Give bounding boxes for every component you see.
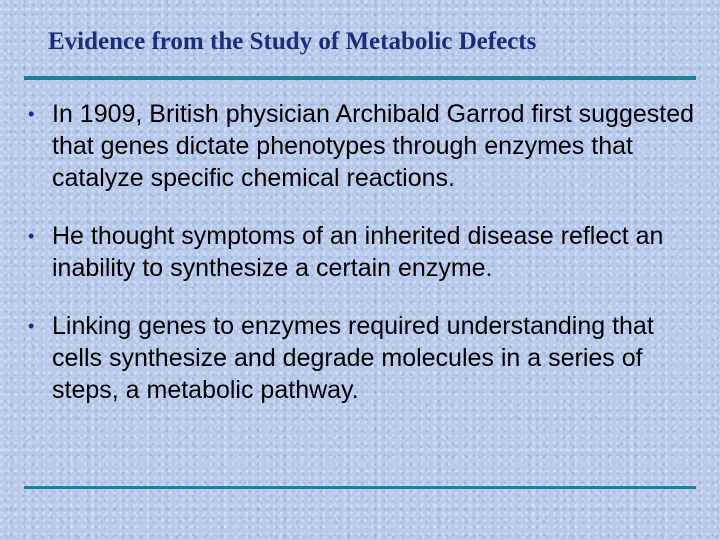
title-divider [24,76,696,80]
bullet-item [24,220,696,284]
bullet-list [24,98,696,432]
bullet-text: Linking genes to enzymes required understanding that cells synthesize and degrade molecules in a series of steps, a metabolic pathway. [52,312,654,404]
bullet-icon: • [28,226,35,246]
bullet-item [24,310,696,406]
bullet-item [24,98,696,194]
bullet-text: In 1909, British physician Archibald Garrod first suggested that genes dictate phenotypes through enzymes that catalyze specific chemical reactions. [52,100,695,192]
bullet-icon: • [28,316,35,336]
slide-title: Evidence from the Study of Metabolic Defects [48,28,537,55]
footer-divider [24,486,696,489]
bullet-icon: • [28,104,35,124]
bullet-text: He thought symptoms of an inherited disease reflect an inability to synthesize a certain enzyme. [52,222,664,282]
